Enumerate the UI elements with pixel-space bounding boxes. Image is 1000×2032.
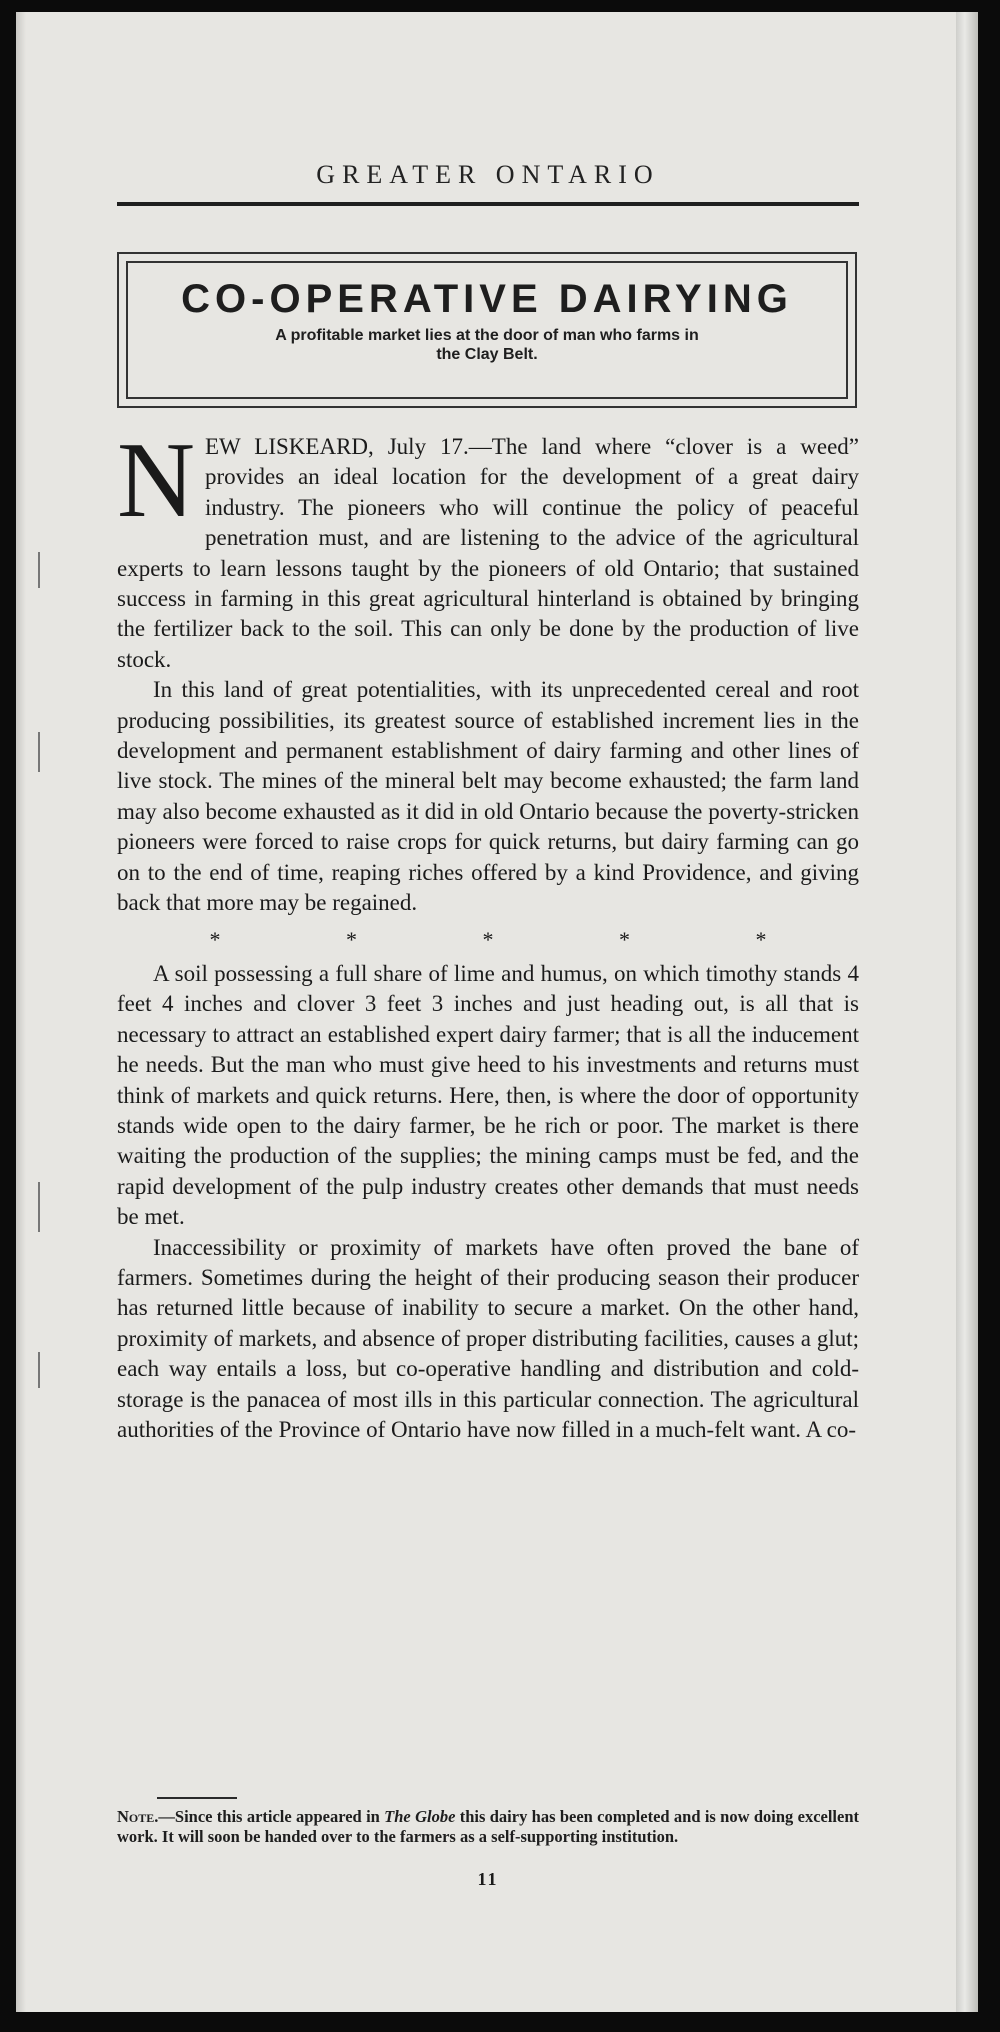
paragraph: A soil possessing a full share of lime and humus, on which timothy stands 4 feet 4 inches and clover 3 feet 3 inches and just heading out, is all that is necessary to attract an established expert dairy farmer; that is all the inducement he needs. But the man who must give heed to his investments and returns must think of markets and quick returns. Here, then, is where the door of opportunity stands wide open to the dairy farmer, be he rich or poor. The market is there waiting the production of the supplies; the mining camps must be fed, and the rapid development of the pulp industry creates other demands that must needs be met. (117, 960, 859, 1230)
footnote-rule (157, 1797, 237, 1799)
paragraph (117, 421, 859, 675)
gutter-shadow (16, 12, 26, 2012)
paragraph: In this land of great potentialities, with its unprecedented cereal and root producing possibilities, its greatest source of established increment lies in the development and permanent establishment of dairy farming and other lines of live stock. The mines of the mineral belt may become exhausted; the farm land may also become exhausted as it did in old Ontario because the poverty-stricken pioneers were forced to raise crops for quick returns, but dairy farming can go on to the end of time, reaping riches offered by a kind Providence, and giving back that more may be regained. (117, 677, 859, 916)
running-head: GREATER ONTARIO (316, 160, 660, 189)
footnote-label: Note. (117, 1807, 159, 1826)
book-page (16, 12, 978, 2012)
page-number: 11 (477, 1869, 499, 1889)
paragraph-text: EW LISKEARD, July 17.—The land where “clover is a weed” provides an ideal location for the development of a great dairy industry. The pioneers who will continue the policy of peaceful penetration must, and are listening to the advice of the agricultural experts to learn lessons taught by the pioneers of old Ontario; that sustained success in farming in this great agricultural hinterland is obtained by bringing the fertilizer back to the soil. This can only be done by the production of live stock. (117, 434, 859, 672)
footnote-publication: The Globe (384, 1807, 456, 1826)
section-separator: * * * * * (209, 926, 827, 952)
title-box (117, 252, 857, 408)
margin-mark (38, 552, 40, 588)
margin-mark (38, 1352, 40, 1388)
article-subtitle: A profitable market lies at the door of man who farms in the Clay Belt. (275, 327, 699, 363)
paragraph: Inaccessibility or proximity of markets have often proved the bane of farmers. Sometimes during the height of their producing season their producer has returned little because of inability to secure a market. On the other hand, proximity of markets, and absence of proper distributing facilities, causes a glut; each way entails a loss, but co-operative handling and distribution and cold-storage is the panacea of most ills in this particular connection. The agricultural authorities of the Province of Ontario have now filled in a much-felt want. A co- (117, 1234, 859, 1442)
footnote-text: this dairy has been completed and is now doing excellent work. It will soon be handed over to the farmers as a self-supporting institution. (117, 1807, 860, 1846)
footnote (117, 1807, 859, 1847)
header-rule (117, 202, 859, 206)
page-edge (956, 12, 978, 2012)
article-title: CO-OPERATIVE DAIRYING (181, 277, 793, 321)
margin-mark (38, 732, 40, 772)
footnote-text: —Since this article appeared in (158, 1807, 385, 1826)
margin-mark (38, 1182, 40, 1232)
drop-cap: N (117, 421, 195, 540)
title-box-inner (126, 261, 848, 399)
article-body (117, 421, 859, 1445)
